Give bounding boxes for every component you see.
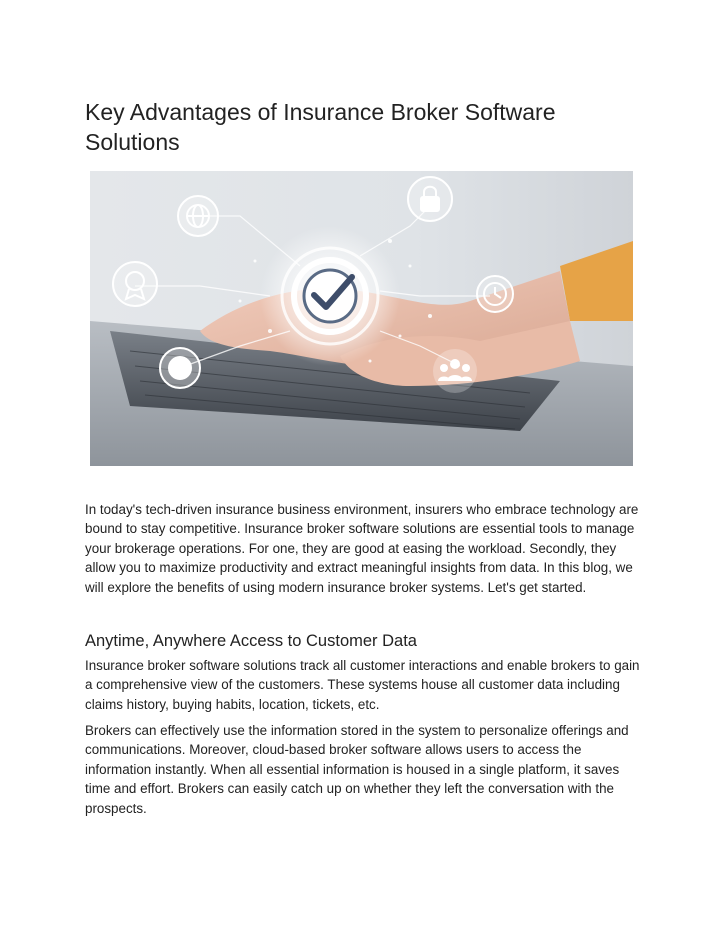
clock-icon [477,276,513,312]
section-heading: Anytime, Anywhere Access to Customer Data [85,632,417,650]
hero-image [90,171,633,466]
globe-icon [178,196,218,236]
checkmark-shield-icon [282,248,378,344]
section-paragraph: Insurance broker software solutions track all customer interactions and enable brokers to gain a comprehensive view of the customers. These systems house all customer data including claims history, buying habits, location, tickets, etc. [85,658,640,712]
section-paragraph: Brokers can effectively use the information stored in the system to personalize offerings and communications. Moreover, cloud-based broker software allows users to access the information instantly. When all essential information is housed in a single platform, it saves time and effort. Brokers can easily catch up on whether they left the conversation with the prospects. [85,723,629,816]
award-badge-icon [113,262,157,306]
page-title: Key Advantages of Insurance Broker Software Solutions [85,99,556,155]
world-map-icon [160,348,200,388]
people-group-icon [433,349,477,393]
intro-paragraph: In today's tech-driven insurance business environment, insurers who embrace technology are bound to stay competitive. Insurance broker software solutions are essential tools to manage your brokerage operations. For one, they are good at easing the workload. Secondly, they allow you to maximize productivity and extract meaningful insights from data. In this blog, we will explore the benefits of using modern insurance broker systems. Let's get started. [85,502,639,595]
lock-icon [408,177,452,221]
